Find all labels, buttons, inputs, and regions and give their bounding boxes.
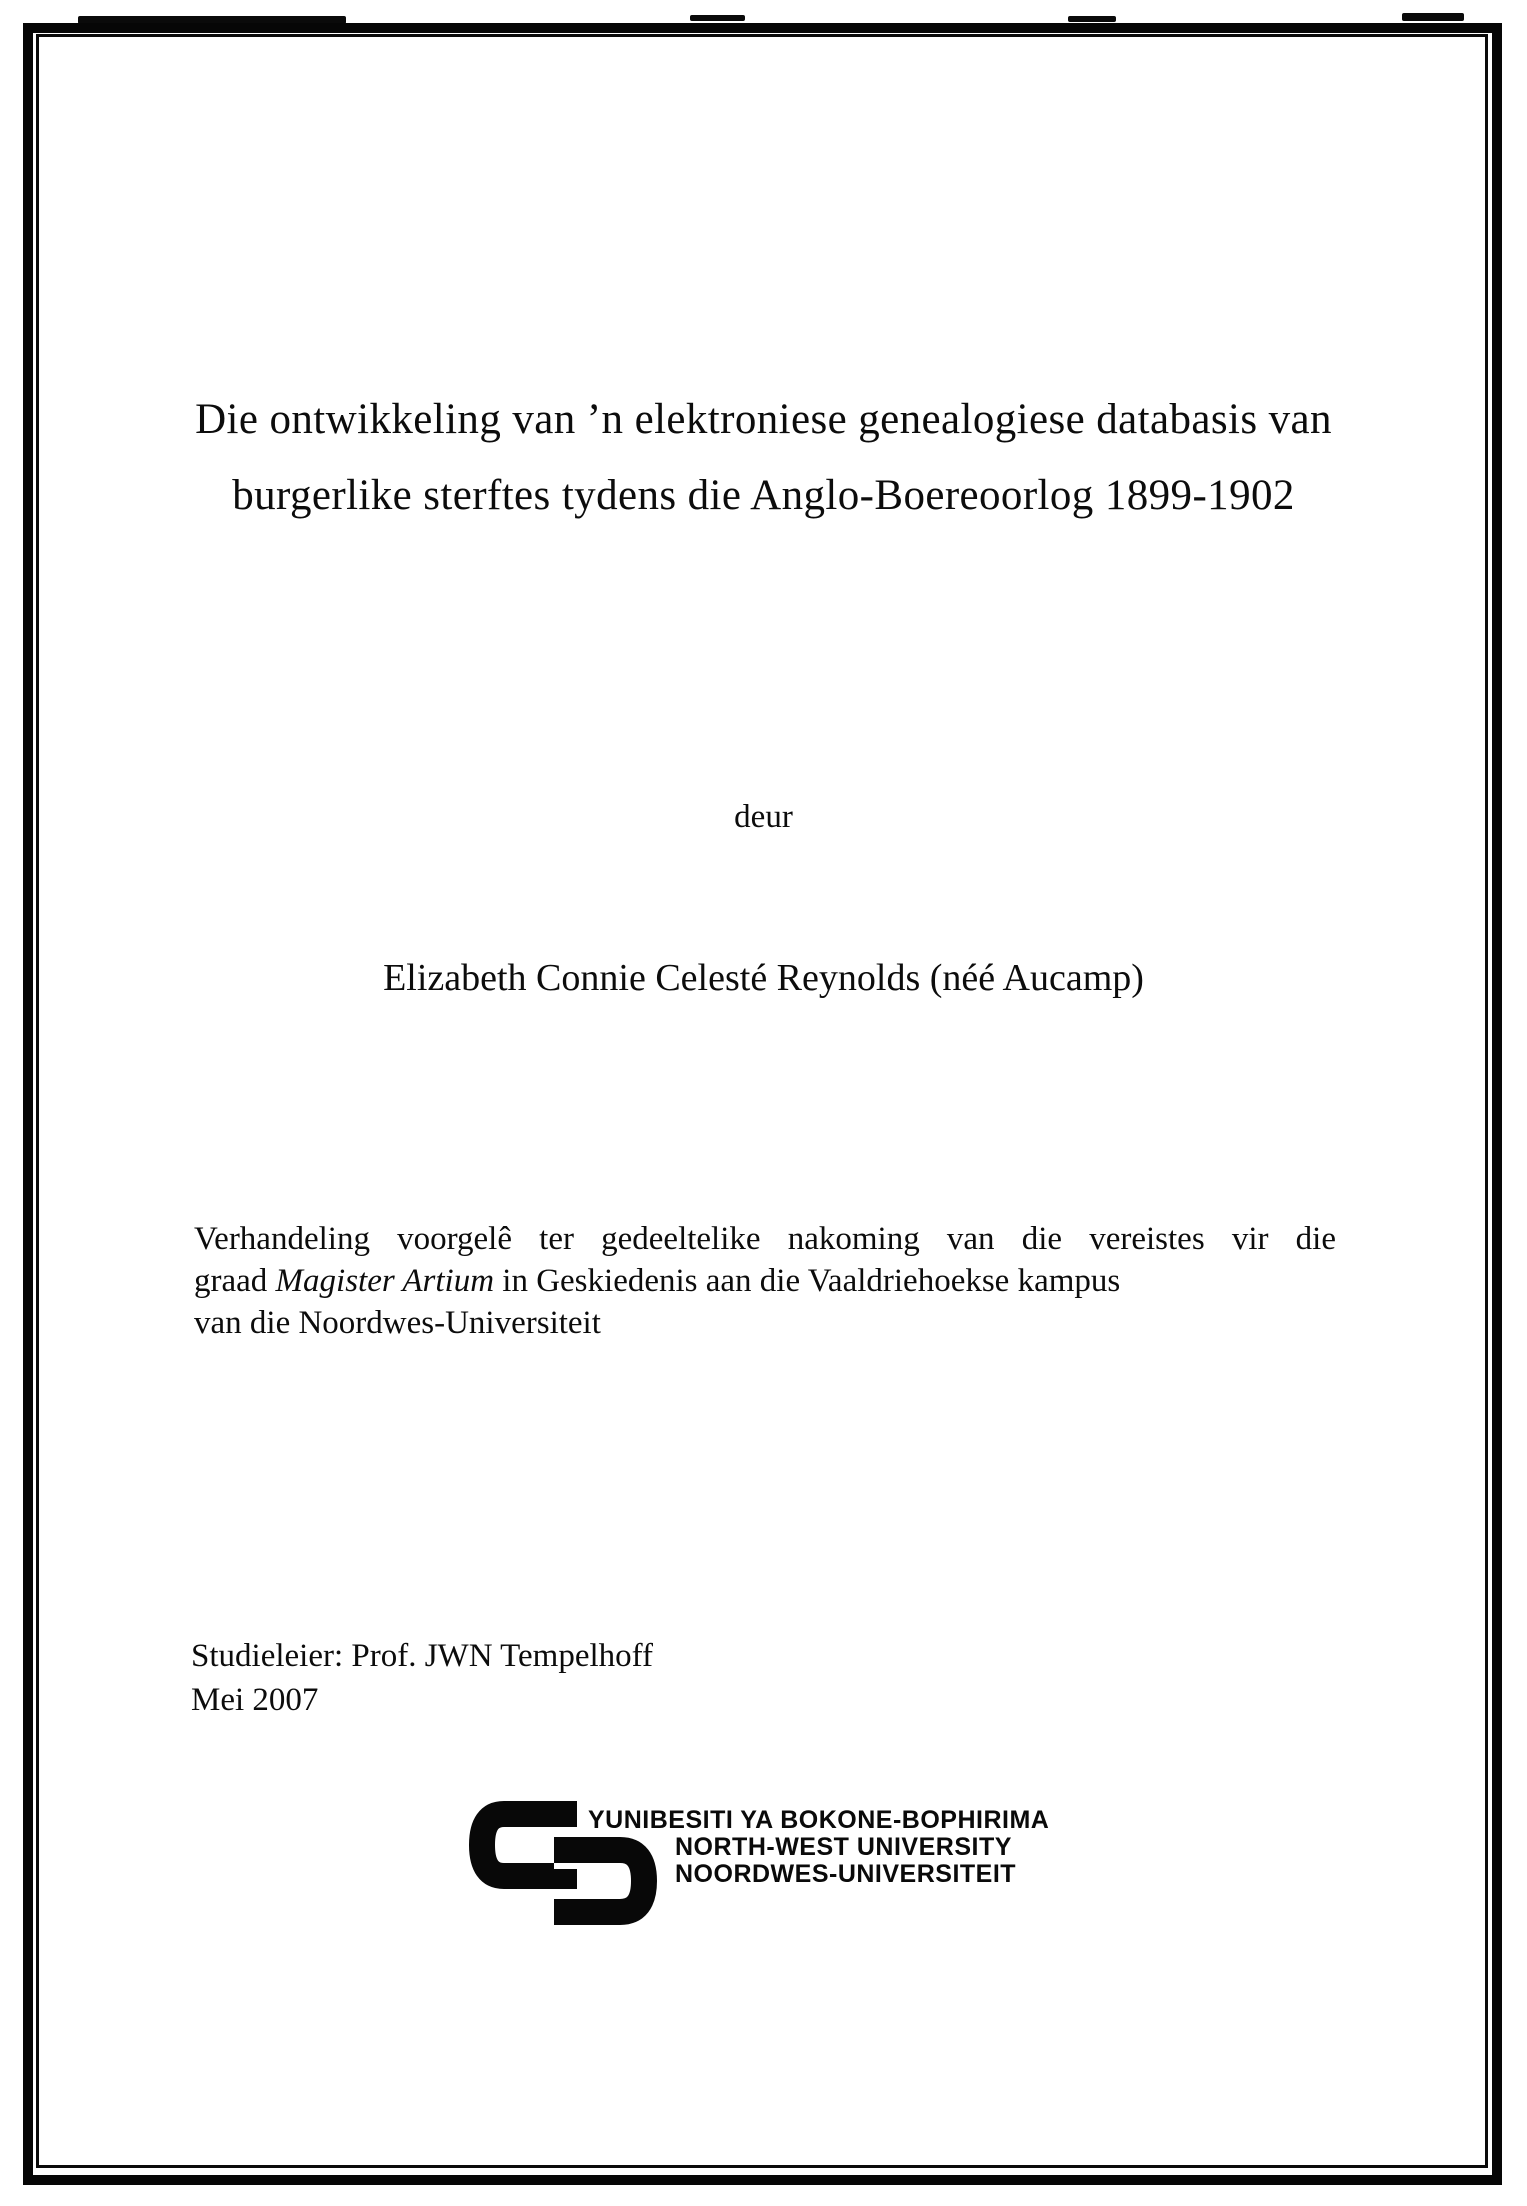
thesis-title-line2: burgerlike sterftes tydens die Anglo-Boereoorlog 1899-1902 <box>232 472 1295 519</box>
logo-text-setswana: YUNIBESITI YA BOKONE-BOPHIRIMA <box>588 1806 1050 1834</box>
statement-line2 <box>194 1260 1336 1302</box>
byline-label: deur <box>734 799 793 835</box>
thesis-title-line1: Die ontwikkeling van ’n elektroniese genealogiese databasis van <box>195 396 1332 443</box>
supervisor-block <box>191 1634 653 1722</box>
statement-line3: van die Noordwes-Universiteit <box>194 1305 601 1341</box>
statement-line2-degree: Magister Artium <box>275 1263 495 1299</box>
statement-line2-post: in Geskiedenis aan die Vaaldriehoekse kampus <box>502 1263 1121 1299</box>
scan-artifact <box>1068 16 1116 22</box>
logo-text-afrikaans: NOORDWES-UNIVERSITEIT <box>675 1860 1017 1888</box>
date-line: Mei 2007 <box>191 1682 319 1718</box>
statement-line2-pre: graad <box>194 1263 268 1299</box>
scan-artifact <box>690 15 745 21</box>
scan-artifact <box>1402 13 1464 21</box>
logo-text-english: NORTH-WEST UNIVERSITY <box>675 1833 1012 1861</box>
supervisor-line: Studieleier: Prof. JWN Tempelhoff <box>191 1638 654 1674</box>
author-name: Elizabeth Connie Celesté Reynolds (néé Aucamp) <box>383 957 1144 999</box>
thesis-statement <box>194 1218 1336 1344</box>
thesis-title <box>110 382 1417 534</box>
statement-line1: Verhandeling voorgelê ter gedeeltelike nakoming van die vereistes vir die <box>194 1221 1336 1257</box>
